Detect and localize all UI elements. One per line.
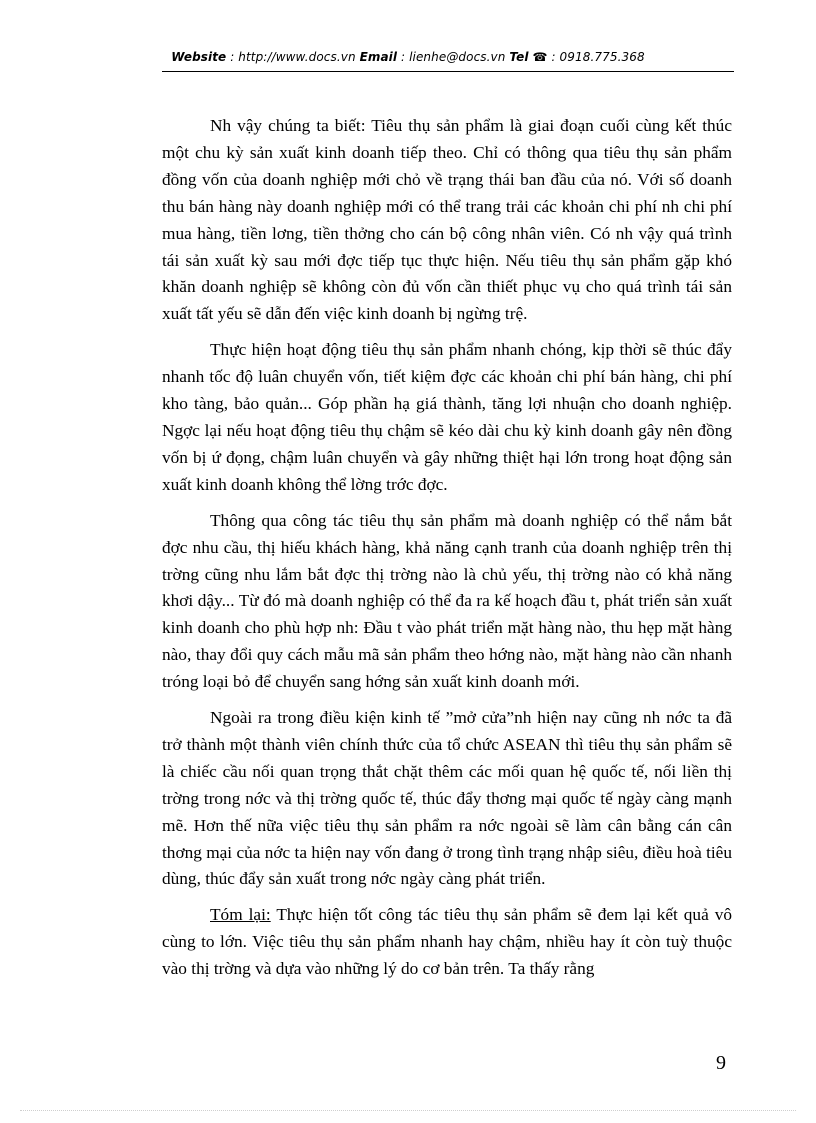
summary-lead: Tóm lại: [210, 905, 271, 925]
paragraph-4: Ngoài ra trong điều kiện kinh tế ”mở cửa”nh hiện nay cũng nh nớc ta đã trở thành một thành viên chính thức của tổ chức ASEAN thì tiêu thụ sản phẩm sẽ là chiếc cầu nối quan trọng thắt chặt thêm các mối quan hệ quốc tế, nối liền thị trờng trong nớc và thị trờng quốc tế, thúc đẩy thơng mại quốc tế ngày càng mạnh mẽ. Hơn thế nữa việc tiêu thụ sản phẩm ra nớc ngoài sẽ làm cân bằng cán cân thơng mại của nớc ta hiện nay vốn đang ở trong tình trạng nhập siêu, điều hoà tiêu dùng, thúc đẩy sản xuất trong nớc ngày càng phát triển. [162, 708, 732, 889]
header-divider [162, 71, 734, 72]
tel-number: : 0918.775.368 [547, 50, 645, 64]
summary-text: Thực hiện tốt công tác tiêu thụ sản phẩm sẽ đem lại kết quả vô cùng to lớn. Việc tiêu thụ sản phẩm nhanh hay chậm, nhiều hay ít còn tuỳ thuộc vào thị trờng và dựa vào những lý do cơ bản trên. Ta thấy rằng [162, 905, 732, 979]
paragraph-2: Thực hiện hoạt động tiêu thụ sản phẩm nhanh chóng, kịp thời sẽ thúc đẩy nhanh tốc độ luân chuyển vốn, tiết kiệm đợc các khoản chi phí bán hàng, chi phí kho tàng, bảo quản... Góp phần hạ giá thành, tăng lợi nhuận cho doanh nghiệp. Ngợc lại nếu hoạt động tiêu thụ chậm sẽ kéo dài chu kỳ kinh doanh gây nên đồng vốn bị ứ đọng, chậm luân chuyển và gây những thiệt hại lớn trong hoạt động sản xuất kinh doanh không thể lờng trớc đợc. [162, 340, 732, 494]
tel-label: Tel [509, 50, 529, 64]
email-address: : lienhe@docs.vn [397, 50, 510, 64]
website-url: : http://www.docs.vn [226, 50, 360, 64]
page-header [0, 50, 816, 64]
paragraph-5 [162, 902, 732, 983]
phone-icon: ☎ [532, 50, 548, 64]
paragraph-1: Nh vậy chúng ta biết: Tiêu thụ sản phẩm là giai đoạn cuối cùng kết thúc một chu kỳ sản xuất kinh doanh tiếp theo. Chỉ có thông qua tiêu thụ sản phẩm đồng vốn của doanh nghiệp mới chỏ về trạng thái ban đầu của nó. Với số doanh thu bán hàng này doanh nghiệp mới có thể trang trải các khoản chi phí nh chi phí mua hàng, tiền lơng, tiền thởng cho cán bộ công nhân viên. Có nh vậy quá trình tái sản xuất kỳ sau mới đợc tiếp tục thực hiện. Nếu tiêu thụ sản phẩm gặp khó khăn doanh nghiệp sẽ không còn đủ vốn cần thiết phục vụ cho quá trình tái sản xuất tất yếu sẽ dẫn đến việc kinh doanh bị ngừng trệ. [162, 116, 732, 324]
page-number: 9 [716, 1052, 726, 1074]
website-label: Website [171, 50, 227, 64]
page-bottom-border [20, 1110, 796, 1111]
paragraph-3: Thông qua công tác tiêu thụ sản phẩm mà doanh nghiệp có thể nắm bắt đợc nhu cầu, thị hiếu khách hàng, khả năng cạnh tranh của doanh nghiệp trên thị trờng cũng nhu lắm bắt đợc thị trờng nào là chủ yếu, thị trờng nào có khả năng khơi dậy... Từ đó mà doanh nghiệp có thể đa ra kế hoạch đầu t, phát triển sản xuất kinh doanh cho phù hợp nh: Đầu t vào phát triển mặt hàng nào, thu hẹp mặt hàng nào, thay đổi quy cách mẫu mã sản phẩm theo hớng nào, mặt hàng nào cần nhanh tróng loại bỏ để chuyển sang hớng sản xuất kinh doanh mới. [162, 510, 732, 692]
email-label: Email [359, 50, 398, 64]
document-body [162, 113, 732, 983]
